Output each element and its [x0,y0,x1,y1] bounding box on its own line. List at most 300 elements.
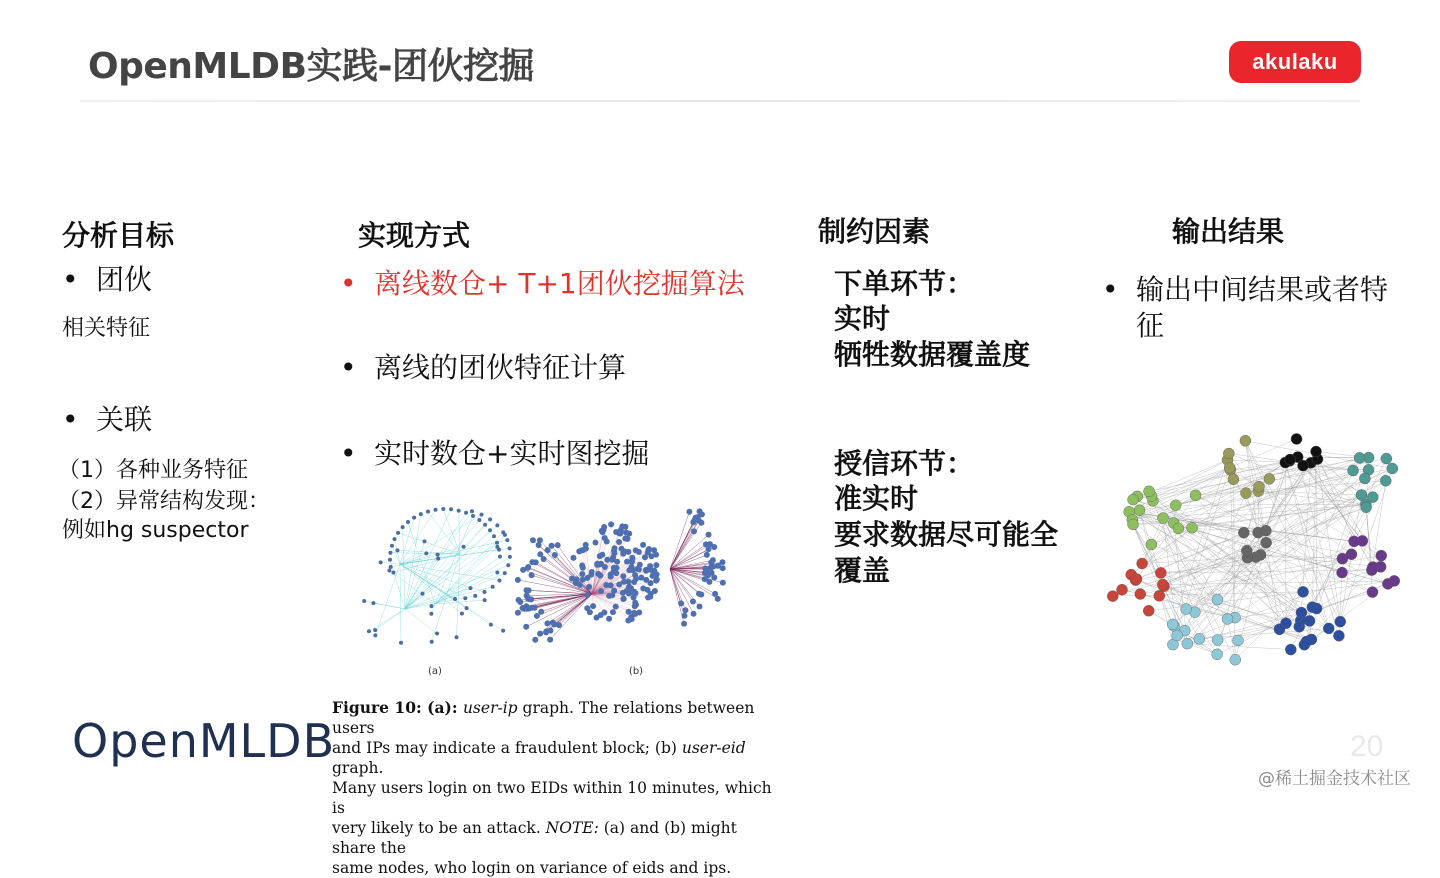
graph-node [1173,523,1184,534]
figure-a-edge [405,536,494,609]
figure-a-node [449,507,453,511]
graph-node [1294,621,1305,632]
figure-b-node [620,590,626,596]
figure-b-node [698,592,704,598]
figure-b-node [653,578,659,584]
figure-a-node [468,586,472,590]
figure-b-node [632,600,638,606]
graph-node [1232,635,1243,646]
figure-label-a: (a) [428,666,442,677]
figure-b-node [626,609,632,615]
slide-title: OpenMLDB实践-团伙挖掘 [88,38,534,89]
graph-node [1154,590,1165,601]
figure-b-node [621,596,627,602]
col3-block2-line1: 授信环节： [834,442,974,482]
graph-node [1380,475,1391,486]
figure-b-node [620,551,626,557]
figure-b-node [579,571,585,577]
figure-a-node [395,548,399,552]
figure-b-node [597,573,603,579]
figure-b-node [719,559,725,565]
graph-node [1264,473,1275,484]
figure-a-node [371,601,375,605]
figure-a-node [508,555,512,559]
col1-bullet-1: • 团伙 [62,258,152,298]
graph-node [1382,578,1393,589]
col4-bullet-1: • 输出中间结果或者特 [1102,268,1388,308]
figure-a-node [390,544,394,548]
graph-node [1230,654,1241,665]
graph-node [1128,494,1139,505]
figure-b-node [640,542,646,548]
caption-line-3: Many users login on two EIDs within 10 minutes, which is [332,778,772,818]
figure-a-node [389,565,393,569]
graph-node [1335,616,1346,627]
figure-b-node [604,539,610,545]
figure-a-node [473,594,477,598]
figure-b-node [544,620,550,626]
figure-b-node [616,581,622,587]
figure-b-node [549,543,555,549]
graph-node [1222,613,1233,624]
col2-bullet-2: • 离线的团伙特征计算 [340,346,626,386]
graph-node [1323,623,1334,634]
graph-edge [1366,507,1372,592]
graph-node [1182,638,1193,649]
figure-a-node [424,551,428,555]
figure-b-node [517,599,523,605]
figure-b-node [653,562,659,568]
graph-node [1146,539,1157,550]
figure-b-node [606,616,612,622]
figure-b-node [629,555,635,561]
figure-b-node [586,584,592,590]
figure-a-node [495,523,499,527]
figure-a-node [419,512,423,516]
graph-node [1228,474,1239,485]
figure-a-edge [364,601,405,609]
figure-b-node [697,508,703,514]
figure-a-node [505,538,509,542]
figure-a-node [471,514,475,518]
graph-node [1240,435,1251,446]
figure-b-node [653,552,659,558]
figure-a-node [422,539,426,543]
figure-b-node [515,610,521,616]
graph-node [1337,553,1348,564]
figure-b-node [645,550,651,556]
graph-node [1137,558,1148,569]
figure-b-node [584,592,590,598]
caption-line-5: same nodes, who login on variance of eids and ips. [332,858,772,878]
figure-a-node [441,507,445,511]
graph-node [1134,505,1145,516]
graph-node [1241,545,1252,556]
figure-b-node [610,609,616,615]
figure-a-edge [392,546,400,564]
graph-node [1298,460,1309,471]
watermark: @稀土掘金技术社区 [1258,764,1411,789]
col1-bullet-2-sub-1: （1）各种业务特征 [58,453,248,484]
col3-heading: 制约因素 [818,210,930,250]
col2-bullet-1-text: 离线数仓+ T+1团伙挖掘算法 [374,267,745,300]
graph-node [1349,536,1360,547]
figure-b-node [538,609,544,615]
figure-b-node [570,555,576,561]
figure-b-node [577,582,583,588]
figure-a-node [373,628,377,632]
figure-a-node [379,560,383,564]
col1-bullet-1-sub: 相关特征 [62,311,150,342]
graph-node [1172,630,1183,641]
figure-b-node [608,521,614,527]
graph-node [1301,636,1312,647]
figure-a-node [465,606,469,610]
figure-a-edge [435,547,497,604]
figure-b-node [625,579,631,585]
figure-b-edge [670,523,701,569]
graph-node [1367,492,1378,503]
col2-bullet-3: • 实时数仓+实时图挖掘 [340,432,649,472]
graph-node [1155,567,1166,578]
figure-b-node [598,588,604,594]
figure-b-node [547,637,553,643]
figure-a-node [492,534,496,538]
figure-b-node [720,580,726,586]
graph-node [1181,604,1192,615]
figure-b-node [629,616,635,622]
graph-node [1194,633,1205,644]
figure-b-node [534,613,540,619]
graph-node [1307,602,1318,613]
figure-a-node [498,555,502,559]
figure-b-node [706,532,712,538]
figure-b-node [708,559,714,565]
col1-bullet-2-text: 关联 [96,403,152,436]
akulaku-logo: akulaku [1229,41,1361,83]
graph-node [1143,605,1154,616]
figure-b-node [551,621,557,627]
figure-b-node [645,567,651,573]
figure-b-node [613,604,619,610]
figure-b-node [529,559,535,565]
figure-b-node [686,509,692,515]
figure-a-node [430,640,434,644]
figure-b-node [614,559,620,565]
figure-a-node [434,508,438,512]
figure-b-node [545,547,551,553]
figure-a-node [495,545,499,549]
figure-b-node [608,582,614,588]
graph-node [1298,586,1309,597]
figure-a-node [436,553,440,557]
figure-caption [332,698,772,878]
openmldb-logo: OpenMLDB [72,714,335,768]
figure-a-node [399,641,403,645]
figure-a-node [387,568,391,572]
graph-node [1376,550,1387,561]
figure-a-node [501,629,505,633]
figure-b-node [690,598,696,604]
caption-line-1: Figure 10: (a): user-ip graph. The relations between users [332,698,772,738]
figure-b-node [619,523,625,529]
figure-a-node [373,633,377,637]
graph-node [1261,537,1272,548]
figure-a-node [412,516,416,520]
graph-node [1223,448,1234,459]
figure-a-edge [403,527,405,609]
graph-node [1212,649,1223,660]
figure-b-node [537,551,543,557]
col3-block2-line2: 准实时 [834,477,918,517]
figure-b-node [580,565,586,571]
graph-node [1333,630,1344,641]
figure-b-node [588,572,594,578]
figure-a-node [489,623,493,627]
col3-block2-line3: 要求数据尽可能全 [834,513,1058,553]
figure-b-node [654,572,660,578]
graph-node [1274,624,1285,635]
figure-b-node [590,603,596,609]
figure-a-node [482,590,486,594]
figure-b-node [633,547,639,553]
figure-b-node [604,557,610,563]
figure-a-edge [375,564,400,635]
figure-b-node [547,628,553,634]
figure-b-node [523,624,529,630]
figure-b-node [611,550,617,556]
col1-bullet-2-sub-2: （2）异常结构发现： [58,484,270,515]
figure-a-node [453,597,457,601]
figure-a-node [470,509,474,513]
figure-b-node [574,576,580,582]
graph-node [1135,589,1146,600]
figure-b-node [537,537,543,543]
graph-node [1238,527,1249,538]
figure-a-edge [405,520,479,609]
figure-b-node [622,536,628,542]
col3-block1-line1: 下单环节： [834,262,974,302]
caption-line-4: very likely to be an attack. NOTE: (a) and (b) might share the [332,818,772,858]
figure-b-node [611,588,617,594]
figure-b-node [597,562,603,568]
graph-node [1107,591,1118,602]
figure-b-node [636,609,642,615]
figure-b-node [711,574,717,580]
figure-a-edge [381,562,400,564]
graph-node [1260,525,1271,536]
figure-b-node [681,613,687,619]
col3-block2-line4: 覆盖 [834,549,890,589]
figure-a-edge [369,609,405,631]
figure-b-node [704,552,710,558]
figure-a-node [460,611,464,615]
col4-heading: 输出结果 [1172,210,1284,250]
figure-a-edge [400,518,414,564]
figure-a-edge [443,509,460,554]
graph-node [1167,619,1178,630]
graph-node [1367,587,1378,598]
figure-b-node [698,520,704,526]
figure-a-node [406,520,410,524]
figure-b-node [599,528,605,534]
figure-b-node [593,615,599,621]
figure-b-node [620,573,626,579]
figure-b-node [715,596,721,602]
col2-bullet-1: • 离线数仓+ T+1团伙挖掘算法 [340,262,745,302]
figure-b-node [691,528,697,534]
figure-a-node [503,571,507,575]
figure-b-node [525,564,531,570]
graph-node [1285,644,1296,655]
graph-node [1190,490,1201,501]
figure-b-node [515,577,521,583]
figure-a-node [457,509,461,513]
col2-bullet-3-text: 实时数仓+实时图挖掘 [374,437,649,470]
graph-node [1354,452,1365,463]
col2-bullet-2-text: 离线的团伙特征计算 [374,351,626,384]
graph-node [1128,519,1139,530]
figure-a-node [455,635,459,639]
figure-b-node [532,605,538,611]
graph-node [1291,433,1302,444]
figure-b-node [613,570,619,576]
title-divider [80,100,1360,102]
col2-heading: 实现方式 [358,214,470,254]
figure-b-node [583,546,589,552]
col1-bullet-2: • 关联 [62,398,152,438]
graph-node [1311,446,1322,457]
graph-node [1296,607,1307,618]
graph-node [1157,579,1168,590]
figure-b-node [616,539,622,545]
col4-bullet-1-line2: 征 [1136,304,1164,344]
figure-a-node [393,537,397,541]
figure-a-node [477,518,481,522]
figure-b-node [592,540,598,546]
figure-b-node [623,530,629,536]
figure-b-node [702,570,708,576]
figure-b-node [695,514,701,520]
figure-b-node [529,572,535,578]
figure-a-node [506,563,510,567]
figure-a-node [388,551,392,555]
graph-node [1381,453,1392,464]
figure-a-node [435,632,439,636]
figure-a-node [367,629,371,633]
figure-a-node [391,571,395,575]
figure-b-node [584,605,590,611]
graph-node [1348,465,1359,476]
figure-b-node [523,587,529,593]
cluster-network-graph [1104,420,1416,692]
caption-line-2: and IPs may indicate a fraudulent block; (b) user-eid graph. [332,738,772,778]
figure-a-node [429,604,433,608]
figure-b-node [532,637,538,643]
figure-a-edge [400,564,401,643]
figure-b-node [632,590,638,596]
figure-a-node [483,598,487,602]
paper-figure-graphs [340,494,740,684]
figure-a-node [401,525,405,529]
graph-node [1131,573,1142,584]
figure-a-node [436,557,440,561]
figure-a-node [479,513,483,517]
figure-b-node [624,559,630,565]
figure-b-node [524,606,530,612]
figure-a-node [497,578,501,582]
figure-a-node [396,531,400,535]
figure-a-node [491,585,495,589]
graph-node [1337,567,1348,578]
col1-heading: 分析目标 [62,214,174,254]
figure-a-node [462,545,466,549]
graph-node [1224,462,1235,473]
figure-b-node [601,610,607,616]
graph-edge [1285,463,1286,624]
col1-bullet-1-text: 团伙 [96,263,152,296]
col3-block1-line3: 牺牲数据覆盖度 [834,333,1030,373]
col4-bullet-1-line1: 输出中间结果或者特 [1136,273,1388,306]
figure-a-node [421,592,425,596]
graph-node [1187,522,1198,533]
graph-node [1367,562,1378,573]
figure-b-node [555,542,561,548]
graph-node [1361,502,1372,513]
figure-a-node [495,570,499,574]
figure-b-node [703,541,709,547]
figure-b-node [681,621,687,627]
figure-a-node [495,541,499,545]
figure-a-node [362,599,366,603]
graph-node [1170,500,1181,511]
figure-b-node [702,576,708,582]
figure-a-node [429,612,433,616]
figure-b-node [720,565,726,571]
figure-a-node [426,509,430,513]
figure-b-node [599,552,605,558]
graph-node [1359,473,1370,484]
figure-b-node [691,611,697,617]
graph-node [1212,634,1223,645]
figure-b-node [625,549,631,555]
figure-label-b: (b) [629,666,643,677]
figure-b-node [643,577,649,583]
figure-b-node [524,593,530,599]
figure-b-node [678,600,684,606]
figure-b-node [630,567,636,573]
figure-a-node [508,546,512,550]
figure-b-node [682,607,688,613]
graph-node [1241,488,1252,499]
graph-node [1285,454,1296,465]
figure-a-node [463,596,467,600]
graph-node [1144,486,1155,497]
figure-b-node [537,631,543,637]
figure-a-node [488,528,492,532]
figure-a-node [464,511,468,515]
figure-a-node [388,558,392,562]
figure-b-node [697,604,703,610]
graph-node [1212,594,1223,605]
col1-bullet-2-sub-3: 例如hg suspector [62,513,249,544]
figure-a-node [503,533,507,537]
graph-node [1117,584,1128,595]
graph-node [1356,489,1367,500]
figure-b-node [530,537,536,543]
figure-b-node [552,552,558,558]
graph-node [1304,615,1315,626]
